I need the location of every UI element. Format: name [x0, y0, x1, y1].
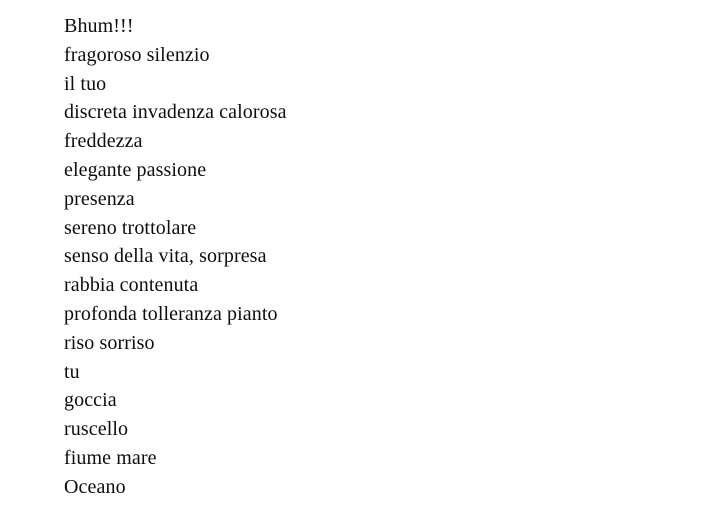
poem-line: goccia: [64, 389, 117, 412]
poem-line: presenza: [64, 187, 135, 210]
poem-line: discreta invadenza calorosa: [64, 101, 287, 124]
poem-line: tu: [64, 360, 80, 383]
poem-line: sereno trottolare: [64, 216, 197, 239]
poem-line: il tuo: [64, 72, 107, 95]
poem-line: elegante passione: [64, 158, 207, 181]
poem-line: fiume mare: [64, 446, 157, 469]
poem-text-block: [64, 12, 684, 502]
poem-line: senso della vita, sorpresa: [64, 245, 267, 268]
poem-line: fragoroso silenzio: [64, 43, 210, 66]
poem-line: ruscello: [64, 418, 129, 441]
poem-line: profonda tolleranza pianto: [64, 302, 278, 325]
poem-line: Oceano: [64, 475, 126, 498]
poem-line: Bhum!!!: [64, 15, 134, 37]
poem-line: freddezza: [64, 130, 143, 153]
poem-line: riso sorriso: [64, 331, 155, 354]
poem-line: rabbia contenuta: [64, 274, 199, 297]
